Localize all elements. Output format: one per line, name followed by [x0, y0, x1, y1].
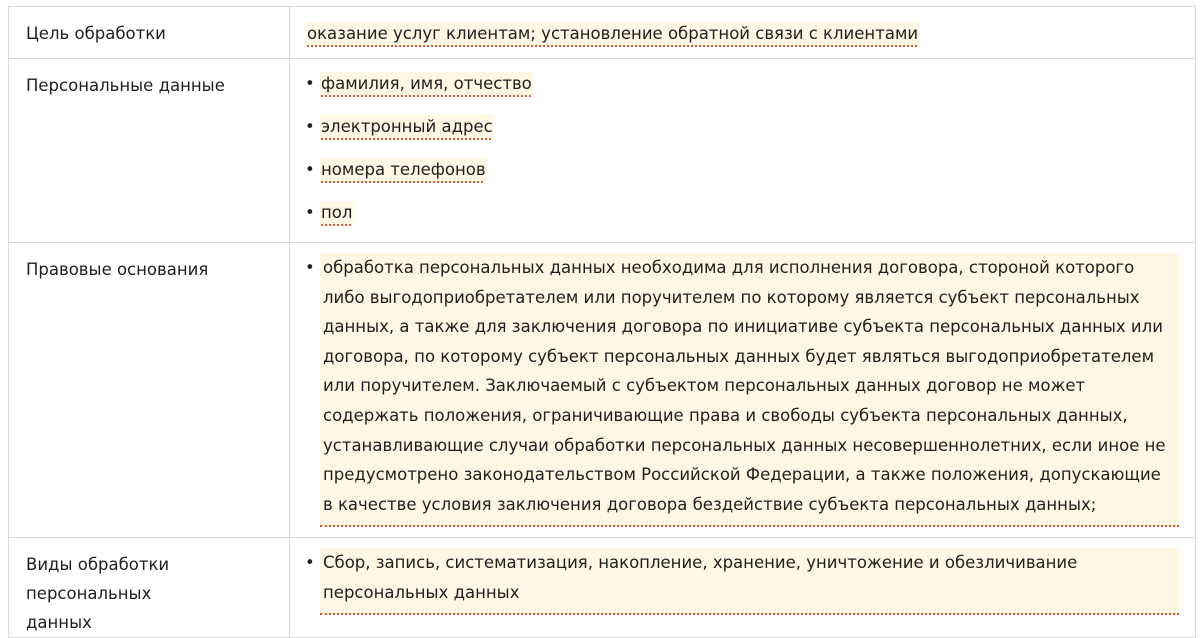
list-item-text: пол: [321, 203, 353, 222]
row-label-cell: [9, 7, 290, 59]
list-item-text: Сбор, запись, систематизация, накопление, хранение, уничтожение и обезличивание персональных данных: [320, 548, 1179, 614]
list-item-text: номера телефонов: [321, 160, 486, 179]
list-item: [305, 548, 1179, 614]
list-item: [305, 253, 1179, 527]
purpose-value: оказание услуг клиентам; установление обратной связи с клиентами: [307, 24, 919, 43]
table-row-personal-data: [9, 59, 1196, 243]
personal-data-list: [290, 59, 1195, 227]
list-item-text: электронный адрес: [321, 117, 493, 136]
row-label-cell: [9, 538, 290, 638]
list-item: [305, 69, 1179, 98]
row-label: Персональные данные: [26, 76, 225, 95]
row-value-cell: [290, 7, 1196, 59]
row-value-cell: [290, 243, 1196, 538]
row-value-cell: [290, 59, 1196, 243]
row-label: Цель обработки: [26, 24, 166, 43]
row-label: Виды обработки персональных данных: [26, 555, 170, 633]
list-item-text: обработка персональных данных необходима для исполнения договора, стороной которого либо выгодоприобретателем или поручителем по которому является субъект персональных данных, а также для заключения договора по инициативе субъекта персональных данных или договора, по которому субъект персональных данных будет являться выгодоприобретателем или поручителем. Заключаемый с субъектом персональных данных договор не может содержать положения, ограничивающие права и свободы субъекта персональных данных, устанавливающие случаи обработки персональных данных несовершеннолетних, если иное не предусмотрено законодательством Российской Федерации, а также положения, допускающие в качестве условия заключения договора бездействие субъекта персональных данных;: [320, 253, 1179, 527]
table-row-legal-basis: [9, 243, 1196, 538]
legal-basis-list: [290, 243, 1195, 527]
list-item: [305, 198, 1179, 227]
list-item-text: фамилия, имя, отчество: [321, 74, 532, 93]
row-label-cell: [9, 59, 290, 243]
row-value-cell: [290, 538, 1196, 638]
personal-data-processing-table: [8, 6, 1196, 638]
list-item: [305, 155, 1179, 184]
row-label-cell: [9, 243, 290, 538]
table-row-purpose: [9, 7, 1196, 59]
processing-types-list: [290, 538, 1195, 614]
table-row-processing-types: [9, 538, 1196, 638]
row-label: Правовые основания: [26, 260, 209, 279]
list-item: [305, 112, 1179, 141]
